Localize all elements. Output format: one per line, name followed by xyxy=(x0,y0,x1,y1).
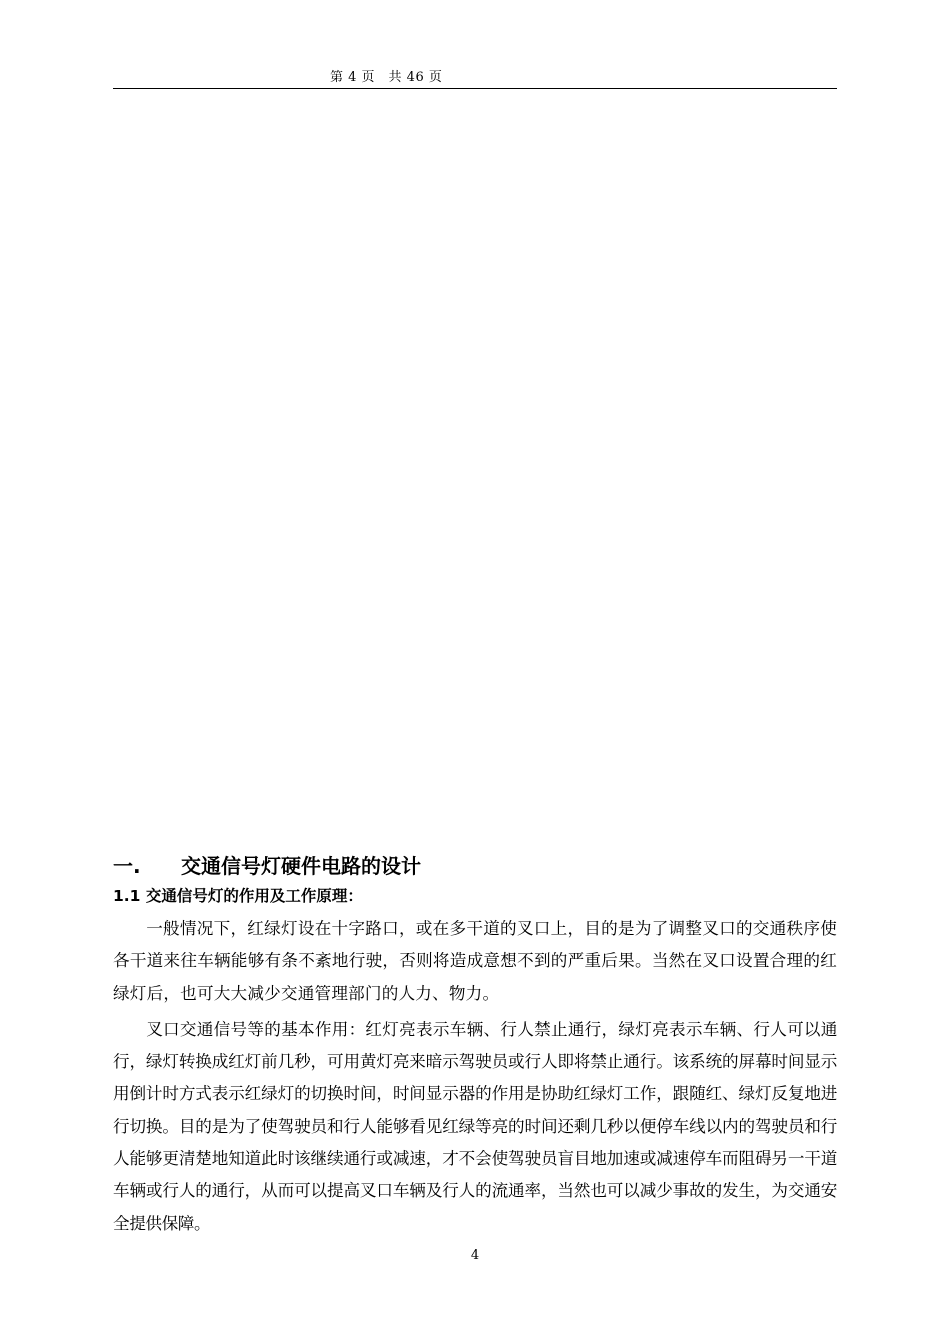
chapter-heading xyxy=(113,850,837,882)
paragraph-1: 一般情况下，红绿灯设在十字路口，或在多干道的叉口上，目的是为了调整叉口的交通秩序使各干道来往车辆能够有条不紊地行驶，否则将造成意想不到的严重后果。当然在叉口设置合理的红绿灯后，也可大大减少交通管理部门的人力、物力。 xyxy=(113,919,837,1003)
chapter-title: 交通信号灯硬件电路的设计 xyxy=(181,854,421,878)
page-header xyxy=(113,64,837,89)
section-heading: 1.1 交通信号灯的作用及工作原理： xyxy=(113,887,363,905)
chapter-number: 一. xyxy=(113,854,141,878)
header-page-info: 第 4 页 共 46 页 xyxy=(330,70,443,85)
page-number-footer: 4 xyxy=(470,1248,480,1263)
paragraph-2: 叉口交通信号等的基本作用：红灯亮表示车辆、行人禁止通行，绿灯亮表示车辆、行人可以通行，绿灯转换成红灯前几秒，可用黄灯亮来暗示驾驶员或行人即将禁止通行。该系统的屏幕时间显示用倒计时方式表示红绿灯的切换时间，时间显示器的作用是协助红绿灯工作，跟随红、绿灯反复地进行切换。目的是为了使驾驶员和行人能够看见红绿等亮的时间还剩几秒以便停车线以内的驾驶员和行人能够更清楚地知道此时该继续通行或减速，才不会使驾驶员盲目地加速或减速停车而阻碍另一干道车辆或行人的通行，从而可以提高叉口车辆及行人的流通率，当然也可以减少事故的发生，为交通安全提供保障。 xyxy=(113,1019,837,1233)
document-body xyxy=(113,850,837,1244)
